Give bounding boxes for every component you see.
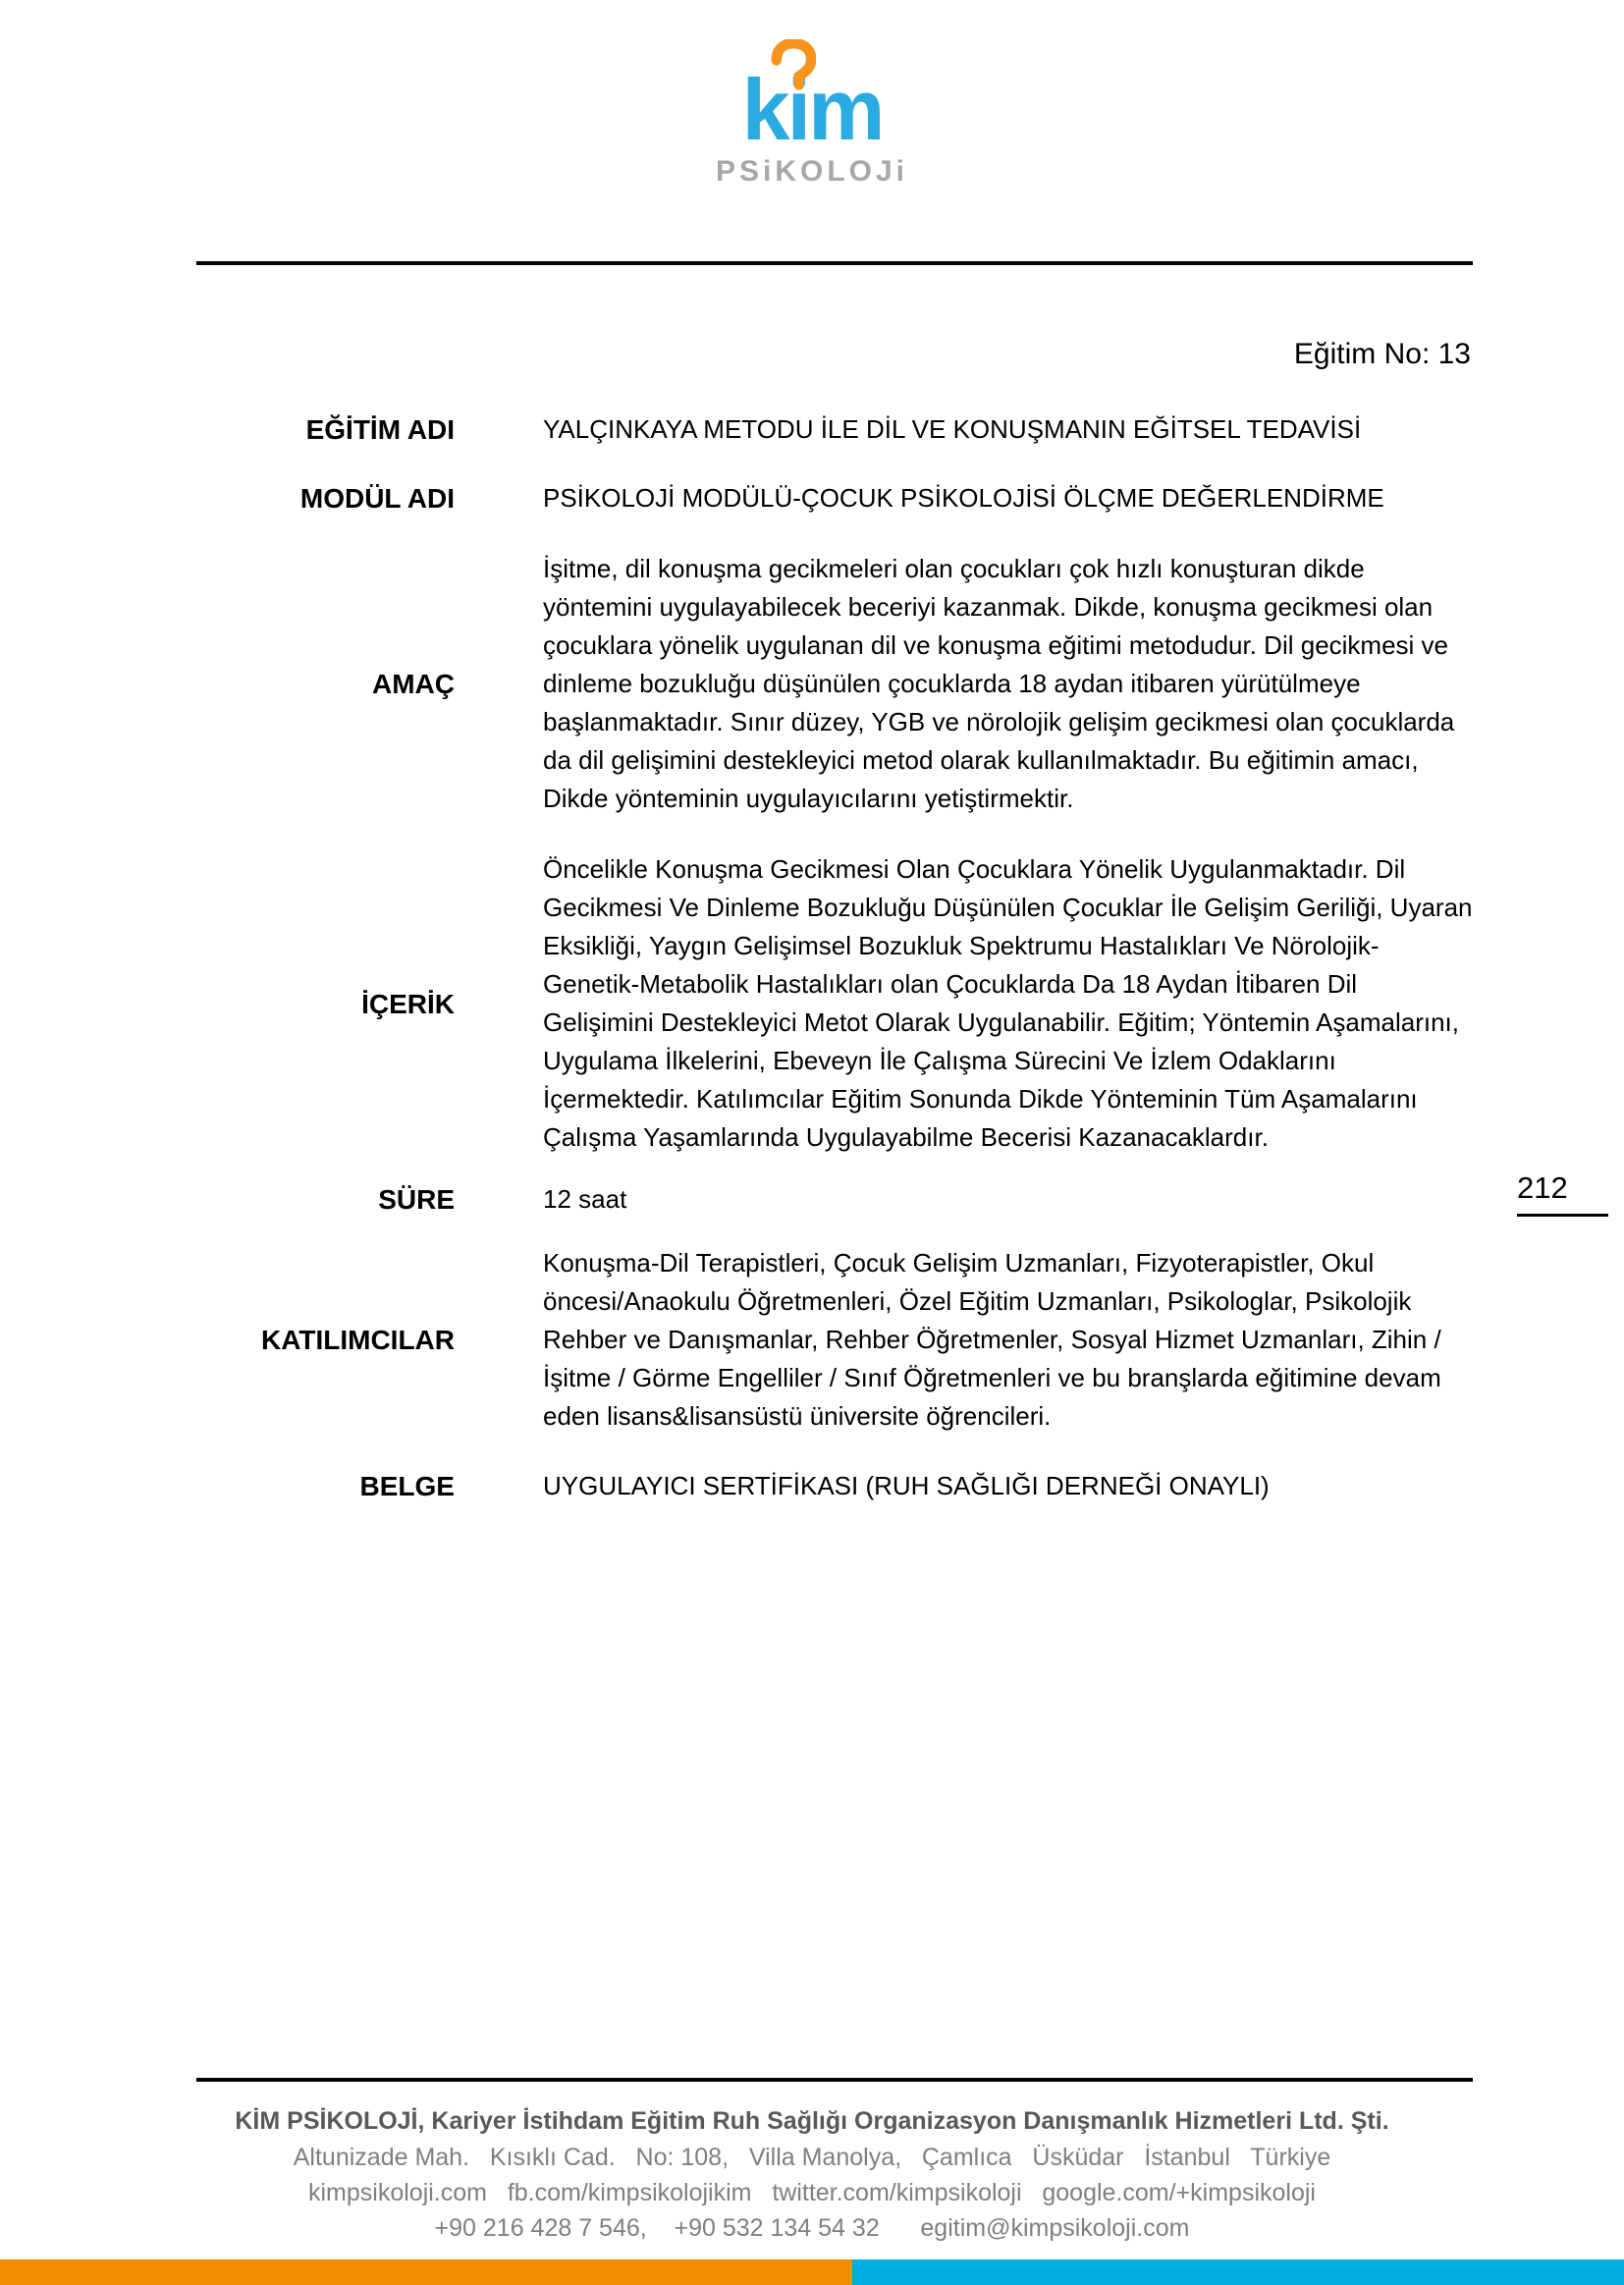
education-number: Eğitim No: 13 [1293, 338, 1471, 370]
question-mark-icon [771, 39, 816, 102]
footer-contact-info: +90 216 428 7 546, +90 532 134 54 32 egitim@kimpsikoloji.com [434, 2214, 1190, 2242]
bottom-bar-orange-segment [0, 2259, 852, 2285]
table-row-amac [196, 550, 1473, 818]
bottom-accent-bar [0, 2259, 1624, 2285]
bottom-bar-blue-segment [852, 2259, 1624, 2285]
logo-brand-text: kim [741, 61, 883, 158]
row-label: MODÜL ADI [299, 483, 455, 514]
logo [0, 61, 1624, 189]
row-value: YALÇINKAYA METODU İLE DİL VE KONUŞMANIN EĞİTSEL TEDAVİSİ [543, 414, 1362, 444]
logo-mark [715, 61, 909, 189]
footer-company-name: KİM PSİKOLOJİ, Kariyer İstihdam Eğitim Ruh Sağlığı Organizasyon Danışmanlık Hizmetleri Ltd. Şti. [235, 2107, 1389, 2135]
logo-subtitle-text: PSiKOLOJi [715, 155, 909, 189]
table-row-icerik [196, 850, 1473, 1157]
row-label: İÇERİK [361, 988, 455, 1019]
footer-divider-line [196, 2078, 1473, 2082]
row-value: UYGULAYICI SERTİFİKASI (RUH SAĞLIĞI DERNEĞİ ONAYLI) [543, 1471, 1270, 1500]
row-value: Öncelikle Konuşma Gecikmesi Olan Çocuklara Yönelik Uygulanmaktadır. Dil Gecikmesi Ve Dinleme Bozukluğu Düşünülen Çocuklar İle Gelişim Geriliği, Uyaran Eksikliği, Yaygın Gelişimsel Bozukluk Spektrumu Hastalıkları Ve Nörolojik-Genetik-Metabolik Hastalıkları olan Çocuklarda Da 18 Aydan İtibaren Dil Gelişimini Destekleyici Metot Olarak Uygulanabilir. Eğitim; Yöntemin Aşamalarını, Uygulama İlkelerini, Ebeveyn İle Çalışma Sürecini Ve İzlem Odaklarını İçermektedir. Katılımcılar Eğitim Sonunda Dikde Yönteminin Tüm Aşamalarını Çalışma Yaşamlarında Uygulayabilme Becerisi Kazanacaklardır. [543, 854, 1473, 1152]
table-row-modul-adi [196, 479, 1473, 517]
row-value: Konuşma-Dil Terapistleri, Çocuk Gelişim Uzmanları, Fizyoterapistler, Okul öncesi/Anaokulu Öğretmenleri, Özel Eğitim Uzmanları, Psikologlar, Psikolojik Rehber ve Danışmanlar, Rehber Öğretmenler, Sosyal Hizmet Uzmanları, Zihin / İşitme / Görme Engelliler / Sınıf Öğretmenleri ve bu branşlarda eğitimine devam eden lisans&lisansüstü üniversite öğrencileri. [543, 1248, 1441, 1431]
table-row-katilimcilar [196, 1244, 1473, 1436]
table-row-belge [196, 1467, 1473, 1505]
footer-address: Altunizade Mah. Kısıklı Cad. No: 108, Villa Manolya, Çamlıca Üsküdar İstanbul Türkiye [293, 2144, 1331, 2171]
row-value: 12 saat [543, 1184, 627, 1214]
footer-web-links: kimpsikoloji.com fb.com/kimpsikolojikim twitter.com/kimpsikoloji google.com/+kimpsikoloji [308, 2179, 1316, 2206]
page-number-underline [1517, 1214, 1608, 1217]
table-row-egitim-adi [196, 410, 1473, 449]
header-divider-line [196, 261, 1473, 265]
page-number: 212 [1517, 1170, 1568, 1205]
row-label: AMAÇ [372, 669, 455, 699]
row-label: KATILIMCILAR [261, 1325, 455, 1355]
row-label: EĞİTİM ADI [305, 414, 455, 445]
row-label: BELGE [359, 1471, 455, 1501]
row-value: PSİKOLOJİ MODÜLÜ-ÇOCUK PSİKOLOJİSİ ÖLÇME DEĞERLENDİRME [543, 483, 1384, 513]
footer [0, 2103, 1624, 2246]
training-info-table [196, 393, 1473, 1505]
row-label: SÜRE [378, 1184, 455, 1215]
table-row-sure [196, 1180, 1473, 1219]
row-value: İşitme, dil konuşma gecikmeleri olan çocukları çok hızlı konuşturan dikde yöntemini uygulayabilecek beceriyi kazanmak. Dikde, konuşma gecikmesi olan çocuklara yönelik uygulanan dil ve konuşma eğitimi metodudur. Dil gecikmesi ve dinleme bozukluğu düşünülen çocuklarda 18 aydan itibaren yürütülmeye başlanmaktadır. Sınır düzey, YGB ve nörolojik gelişim gecikmesi olan çocuklarda da dil gelişimini destekleyici metod olarak kullanılmaktadır. Bu eğitimin amacı, Dikde yönteminin uygulayıcılarını yetiştirmektir. [543, 554, 1455, 813]
